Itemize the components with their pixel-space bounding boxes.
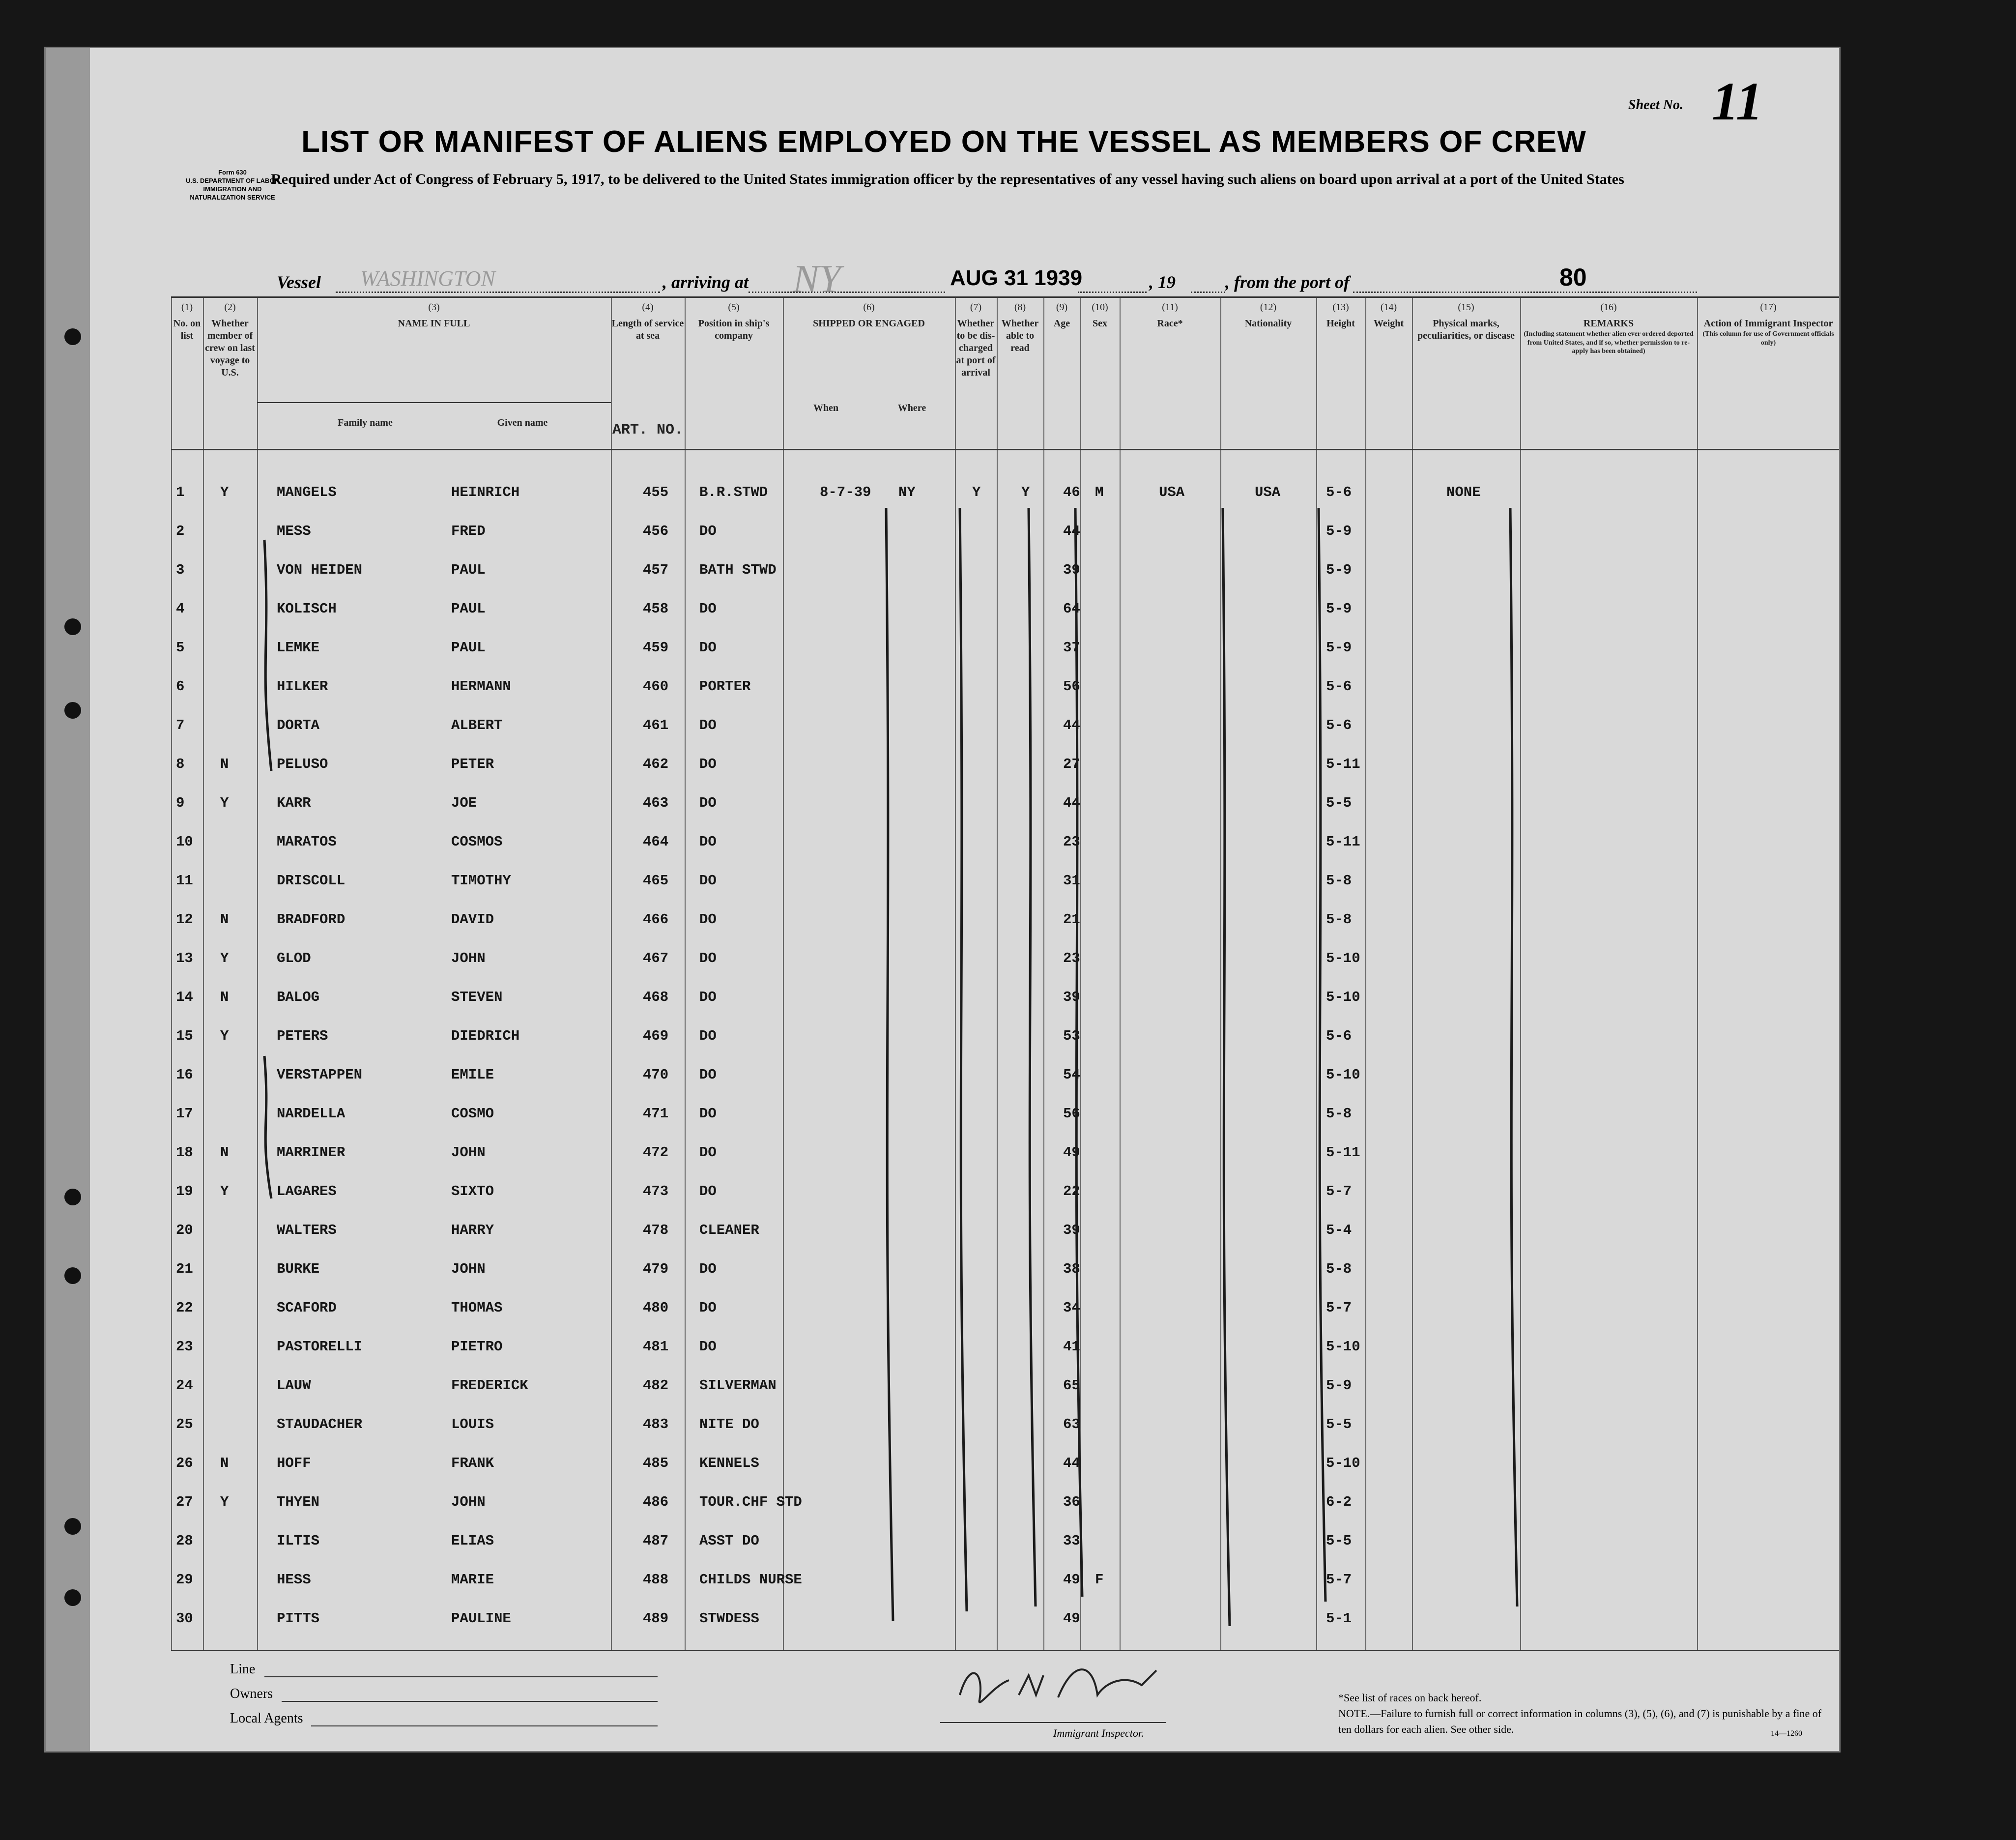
article-number-cell: 458 [643,601,669,617]
position-cell: DO [699,1261,717,1277]
height-cell: 5-10 [1326,950,1360,966]
article-number-cell: 455 [643,484,669,500]
row-number-cell: 15 [176,1028,193,1044]
position-cell: SILVERMAN [699,1377,777,1394]
age-cell: 56 [1063,1106,1080,1122]
document-title: LIST OR MANIFEST OF ALIENS EMPLOYED ON THE VESSEL AS MEMBERS OF CREW [301,125,1586,159]
header-given-name: Given name [497,417,548,428]
age-cell: 49 [1063,1610,1080,1627]
height-cell: 5-6 [1326,1028,1352,1044]
height-cell: 5-7 [1326,1572,1352,1588]
header-when: When [813,403,839,413]
given-name-cell: ALBERT [451,717,503,733]
article-number-cell: 481 [643,1339,669,1355]
article-number-cell: 478 [643,1222,669,1238]
family-name-cell: KARR [277,795,311,811]
article-number-cell: 461 [643,717,669,733]
age-cell: 39 [1063,1222,1080,1238]
age-cell: 41 [1063,1339,1080,1355]
article-number-cell: 466 [643,911,669,928]
article-number-cell: 480 [643,1300,669,1316]
punch-hole [64,328,81,345]
height-cell: 5-11 [1326,834,1360,850]
article-number-cell: 471 [643,1106,669,1122]
article-number-cell: 470 [643,1067,669,1083]
height-cell: 5-6 [1326,717,1352,733]
age-cell: 36 [1063,1494,1080,1510]
given-name-cell: TIMOTHY [451,873,511,889]
row-number-cell: 14 [176,989,193,1005]
position-cell: DO [699,756,717,772]
header-remarks: (16) REMARKS (Including statement whether alien ever ordered deported from United States, and if so, whether permission to re-apply has been obtained) [1524,302,1694,355]
row-number-cell: 20 [176,1222,193,1238]
physical-marks-cell: NONE [1446,484,1481,500]
age-cell: 22 [1063,1183,1080,1199]
position-cell: TOUR.CHF STD [699,1494,802,1510]
document-subtitle: Required under Act of Congress of February 5, 1917, to be delivered to the United States immigration officer by the representatives of any vessel having such aliens on board upon arrival at a port of the United States [271,171,1624,187]
given-name-cell: EMILE [451,1067,494,1083]
family-name-cell: ILTIS [277,1533,320,1549]
height-cell: 5-9 [1326,562,1352,578]
age-cell: 23 [1063,834,1080,850]
age-cell: 44 [1063,1455,1080,1471]
family-name-cell: STAUDACHER [277,1416,363,1432]
row-number-cell: 22 [176,1300,193,1316]
age-cell: 38 [1063,1261,1080,1277]
position-cell: DO [699,717,717,733]
age-cell: 44 [1063,523,1080,539]
height-cell: 5-11 [1326,1144,1360,1161]
family-name-cell: MARATOS [277,834,337,850]
position-cell: ASST DO [699,1533,759,1549]
height-cell: 5-8 [1326,1261,1352,1277]
shipped-when-cell: 8-7-39 [820,484,871,500]
height-cell: 5-10 [1326,989,1360,1005]
given-name-cell: PETER [451,756,494,772]
position-cell: DO [699,795,717,811]
age-cell: 54 [1063,1067,1080,1083]
given-name-cell: HEINRICH [451,484,520,500]
given-name-cell: HARRY [451,1222,494,1238]
row-number-cell: 1 [176,484,185,500]
sex-cell: M [1095,484,1104,500]
position-cell: DO [699,1067,717,1083]
position-cell: STWDESS [699,1610,759,1627]
article-number-cell: 462 [643,756,669,772]
article-number-cell: 479 [643,1261,669,1277]
row-number-cell: 16 [176,1067,193,1083]
footer-line-label: Line [230,1662,256,1677]
family-name-cell: WALTERS [277,1222,337,1238]
previous-voyage-cell: N [220,911,229,928]
age-cell: 39 [1063,562,1080,578]
given-name-cell: JOHN [451,1144,486,1161]
able-to-read-cell: Y [1021,484,1030,500]
family-name-cell: LEMKE [277,640,320,656]
footer-agents-label: Local Agents [230,1711,303,1726]
punch-hole [64,618,81,635]
article-number-cell: 467 [643,950,669,966]
article-number-cell: 486 [643,1494,669,1510]
age-cell: 63 [1063,1416,1080,1432]
position-cell: DO [699,873,717,889]
given-name-cell: DIEDRICH [451,1028,520,1044]
footer-owners-label: Owners [230,1686,273,1701]
header-art-no: ART. NO. [612,422,684,438]
immigrant-inspector-caption: Immigrant Inspector. [1053,1727,1144,1739]
age-cell: 27 [1063,756,1080,772]
age-cell: 23 [1063,950,1080,966]
previous-voyage-cell: N [220,989,229,1005]
position-cell: DO [699,1028,717,1044]
article-number-cell: 460 [643,678,669,695]
footnotes [1338,1690,1830,1737]
article-number-cell: 463 [643,795,669,811]
height-cell: 5-9 [1326,640,1352,656]
row-number-cell: 19 [176,1183,193,1199]
previous-voyage-cell: Y [220,1028,229,1044]
family-name-cell: HILKER [277,678,328,695]
family-name-cell: MESS [277,523,311,539]
header-age: (9) Age [1053,302,1070,329]
position-cell: DO [699,834,717,850]
age-cell: 44 [1063,795,1080,811]
header-sex: (10) Sex [1092,302,1108,329]
vessel-label: Vessel [277,272,321,292]
header-where: Where [897,403,926,413]
row-number-cell: 12 [176,911,193,928]
family-name-cell: MARRINER [277,1144,346,1161]
family-name-cell: HOFF [277,1455,311,1471]
age-cell: 46 [1063,484,1080,500]
previous-voyage-cell: N [220,756,229,772]
row-number-cell: 6 [176,678,185,695]
given-name-cell: COSMO [451,1106,494,1122]
given-name-cell: FRED [451,523,486,539]
position-cell: DO [699,950,717,966]
position-cell: CLEANER [699,1222,759,1238]
row-number-cell: 27 [176,1494,193,1510]
family-name-cell: DORTA [277,717,320,733]
position-cell: DO [699,601,717,617]
row-number-cell: 11 [176,873,193,889]
row-number-cell: 25 [176,1416,193,1432]
position-cell: BATH STWD [699,562,777,578]
arriving-label: , arriving at [662,272,749,292]
height-cell: 5-10 [1326,1339,1360,1355]
family-name-cell: MANGELS [277,484,337,500]
year-label: , 19 [1149,272,1176,292]
row-number-cell: 7 [176,717,185,733]
row-number-cell: 8 [176,756,185,772]
previous-voyage-cell: N [220,1144,229,1161]
article-number-cell: 464 [643,834,669,850]
height-cell: 5-9 [1326,1377,1352,1394]
manifest-sheet [44,47,1841,1752]
height-cell: 5-8 [1326,911,1352,928]
age-cell: 65 [1063,1377,1080,1394]
given-name-cell: SIXTO [451,1183,494,1199]
age-cell: 33 [1063,1533,1080,1549]
family-name-cell: HESS [277,1572,311,1588]
row-number-cell: 28 [176,1533,193,1549]
given-name-cell: THOMAS [451,1300,503,1316]
position-cell: DO [699,911,717,928]
article-number-cell: 456 [643,523,669,539]
sheet-number-value: 11 [1712,71,1763,131]
given-name-cell: FRANK [451,1455,494,1471]
family-name-cell: BRADFORD [277,911,346,928]
header-shipped: (6) SHIPPED OR ENGAGED [813,302,925,329]
sex-cell: F [1095,1572,1104,1588]
article-number-cell: 487 [643,1533,669,1549]
header-race: (11) Race* [1157,302,1183,329]
header-height: (13) Height [1326,302,1355,329]
height-cell: 5-5 [1326,795,1352,811]
article-number-cell: 465 [643,873,669,889]
position-cell: KENNELS [699,1455,759,1471]
previous-voyage-cell: Y [220,950,229,966]
family-name-cell: LAGARES [277,1183,337,1199]
position-cell: DO [699,1144,717,1161]
form-service: IMMIGRATION AND NATURALIZATION SERVICE [190,185,275,201]
race-cell: USA [1159,484,1185,500]
age-cell: 37 [1063,640,1080,656]
row-number-cell: 29 [176,1572,193,1588]
given-name-cell: HERMANN [451,678,511,695]
punch-hole [64,702,81,719]
age-cell: 64 [1063,601,1080,617]
age-cell: 31 [1063,873,1080,889]
family-name-cell: PITTS [277,1610,320,1627]
row-number-cell: 24 [176,1377,193,1394]
header-family-name: Family name [338,417,393,428]
header-name: (3) NAME IN FULL [398,302,470,329]
given-name-cell: STEVEN [451,989,503,1005]
row-number-cell: 17 [176,1106,193,1122]
position-cell: PORTER [699,678,751,695]
race-note: *See list of races on back hereof. [1338,1692,1482,1704]
height-cell: 5-1 [1326,1610,1352,1627]
family-name-cell: PELUSO [277,756,328,772]
row-number-cell: 2 [176,523,185,539]
form-department: U.S. DEPARTMENT OF LABOR [186,176,279,184]
given-name-cell: LOUIS [451,1416,494,1432]
family-name-cell: NARDELLA [277,1106,346,1122]
article-number-cell: 468 [643,989,669,1005]
given-name-cell: MARIE [451,1572,494,1588]
from-port-label: , from the port of [1225,272,1350,292]
header-position: (5) Position in ship's company [698,302,770,341]
age-cell: 21 [1063,911,1080,928]
from-port-value: 80 [1559,263,1587,291]
height-cell: 5-8 [1326,1106,1352,1122]
age-cell: 49 [1063,1144,1080,1161]
family-name-cell: VERSTAPPEN [277,1067,363,1083]
family-name-cell: KOLISCH [277,601,337,617]
given-name-cell: PAUL [451,640,486,656]
header-marks: (15) Physical marks, peculiarities, or disease [1417,302,1515,341]
height-cell: 5-6 [1326,484,1352,500]
given-name-cell: DAVID [451,911,494,928]
position-cell: DO [699,1106,717,1122]
given-name-cell: JOHN [451,950,486,966]
inspector-signature [945,1641,1176,1720]
position-cell: DO [699,1183,717,1199]
height-cell: 5-7 [1326,1183,1352,1199]
form-code: 14—1260 [1771,1729,1802,1738]
penalty-note: NOTE.—Failure to furnish full or correct information in columns (3), (5), (6), and (7) is punishable by a fine of ten dollars for each alien. See other side. [1338,1707,1822,1735]
family-name-cell: PASTORELLI [277,1339,363,1355]
nationality-cell: USA [1255,484,1281,500]
height-cell: 5-10 [1326,1067,1360,1083]
height-cell: 5-8 [1326,873,1352,889]
family-name-cell: THYEN [277,1494,320,1510]
family-name-cell: DRISCOLL [277,873,346,889]
article-number-cell: 488 [643,1572,669,1588]
vessel-name: WASHINGTON [360,266,495,291]
previous-voyage-cell: Y [220,1494,229,1510]
position-cell: DO [699,989,717,1005]
sheet-number-label: Sheet No. [1628,97,1683,113]
position-cell: DO [699,1300,717,1316]
family-name-cell: GLOD [277,950,311,966]
arrival-date: AUG 31 1939 [950,266,1083,290]
row-number-cell: 26 [176,1455,193,1471]
given-name-cell: FREDERICK [451,1377,528,1394]
previous-voyage-cell: N [220,1455,229,1471]
header-weight: (14) Weight [1373,302,1404,329]
article-number-cell: 482 [643,1377,669,1394]
height-cell: 5-4 [1326,1222,1352,1238]
previous-voyage-cell: Y [220,484,229,500]
family-name-cell: BALOG [277,989,320,1005]
height-cell: 5-9 [1326,523,1352,539]
header-inspector-action: (17) Action of Immigrant Inspector (This column for use of Government officials only) [1702,302,1834,347]
article-number-cell: 489 [643,1610,669,1627]
position-cell: DO [699,640,717,656]
punch-hole [64,1518,81,1535]
position-cell: DO [699,1339,717,1355]
discharged-flag-cell: Y [972,484,981,500]
age-cell: 53 [1063,1028,1080,1044]
height-cell: 5-6 [1326,678,1352,695]
position-cell: B.R.STWD [699,484,768,500]
punch-hole [64,1267,81,1284]
height-cell: 5-5 [1326,1416,1352,1432]
age-cell: 39 [1063,989,1080,1005]
age-cell: 44 [1063,717,1080,733]
age-cell: 34 [1063,1300,1080,1316]
family-name-cell: VON HEIDEN [277,562,363,578]
header-discharged: (7) Whether to be dis-charged at port of arrival [956,302,996,378]
header-no: (1) No. on list [173,302,201,341]
position-cell: DO [699,523,717,539]
header-nationality: (12) Nationality [1244,302,1292,329]
row-number-cell: 5 [176,640,185,656]
row-number-cell: 9 [176,795,185,811]
article-number-cell: 483 [643,1416,669,1432]
given-name-cell: JOHN [451,1261,486,1277]
given-name-cell: PAUL [451,562,486,578]
article-number-cell: 485 [643,1455,669,1471]
height-cell: 5-7 [1326,1300,1352,1316]
given-name-cell: COSMOS [451,834,503,850]
row-number-cell: 3 [176,562,185,578]
article-number-cell: 457 [643,562,669,578]
row-number-cell: 4 [176,601,185,617]
given-name-cell: PAULINE [451,1610,511,1627]
height-cell: 5-10 [1326,1455,1360,1471]
form-number: Form 630 [218,169,247,176]
row-number-cell: 21 [176,1261,193,1277]
age-cell: 49 [1063,1572,1080,1588]
given-name-cell: PAUL [451,601,486,617]
row-number-cell: 18 [176,1144,193,1161]
age-cell: 56 [1063,678,1080,695]
given-name-cell: PIETRO [451,1339,503,1355]
article-number-cell: 472 [643,1144,669,1161]
header-service: (4) Length of service at sea [611,302,684,341]
family-name-cell: BURKE [277,1261,320,1277]
header-read: (8) Whether able to read [1001,302,1039,353]
family-name-cell: LAUW [277,1377,311,1394]
family-name-cell: PETERS [277,1028,328,1044]
given-name-cell: JOE [451,795,477,811]
punch-hole [64,1189,81,1205]
article-number-cell: 469 [643,1028,669,1044]
article-number-cell: 473 [643,1183,669,1199]
height-cell: 5-9 [1326,601,1352,617]
height-cell: 5-11 [1326,756,1360,772]
given-name-cell: JOHN [451,1494,486,1510]
previous-voyage-cell: Y [220,1183,229,1199]
row-number-cell: 30 [176,1610,193,1627]
position-cell: CHILDS NURSE [699,1572,802,1588]
height-cell: 5-5 [1326,1533,1352,1549]
family-name-cell: SCAFORD [277,1300,337,1316]
given-name-cell: ELIAS [451,1533,494,1549]
row-number-cell: 23 [176,1339,193,1355]
shipped-where-cell: NY [898,484,916,500]
height-cell: 6-2 [1326,1494,1352,1510]
punch-hole [64,1589,81,1606]
header-prev-voyage: (2) Whether member of crew on last voyage to U.S. [205,302,255,378]
row-number-cell: 13 [176,950,193,966]
position-cell: NITE DO [699,1416,759,1432]
previous-voyage-cell: Y [220,795,229,811]
arriving-port: NY [793,258,841,301]
article-number-cell: 459 [643,640,669,656]
row-number-cell: 10 [176,834,193,850]
